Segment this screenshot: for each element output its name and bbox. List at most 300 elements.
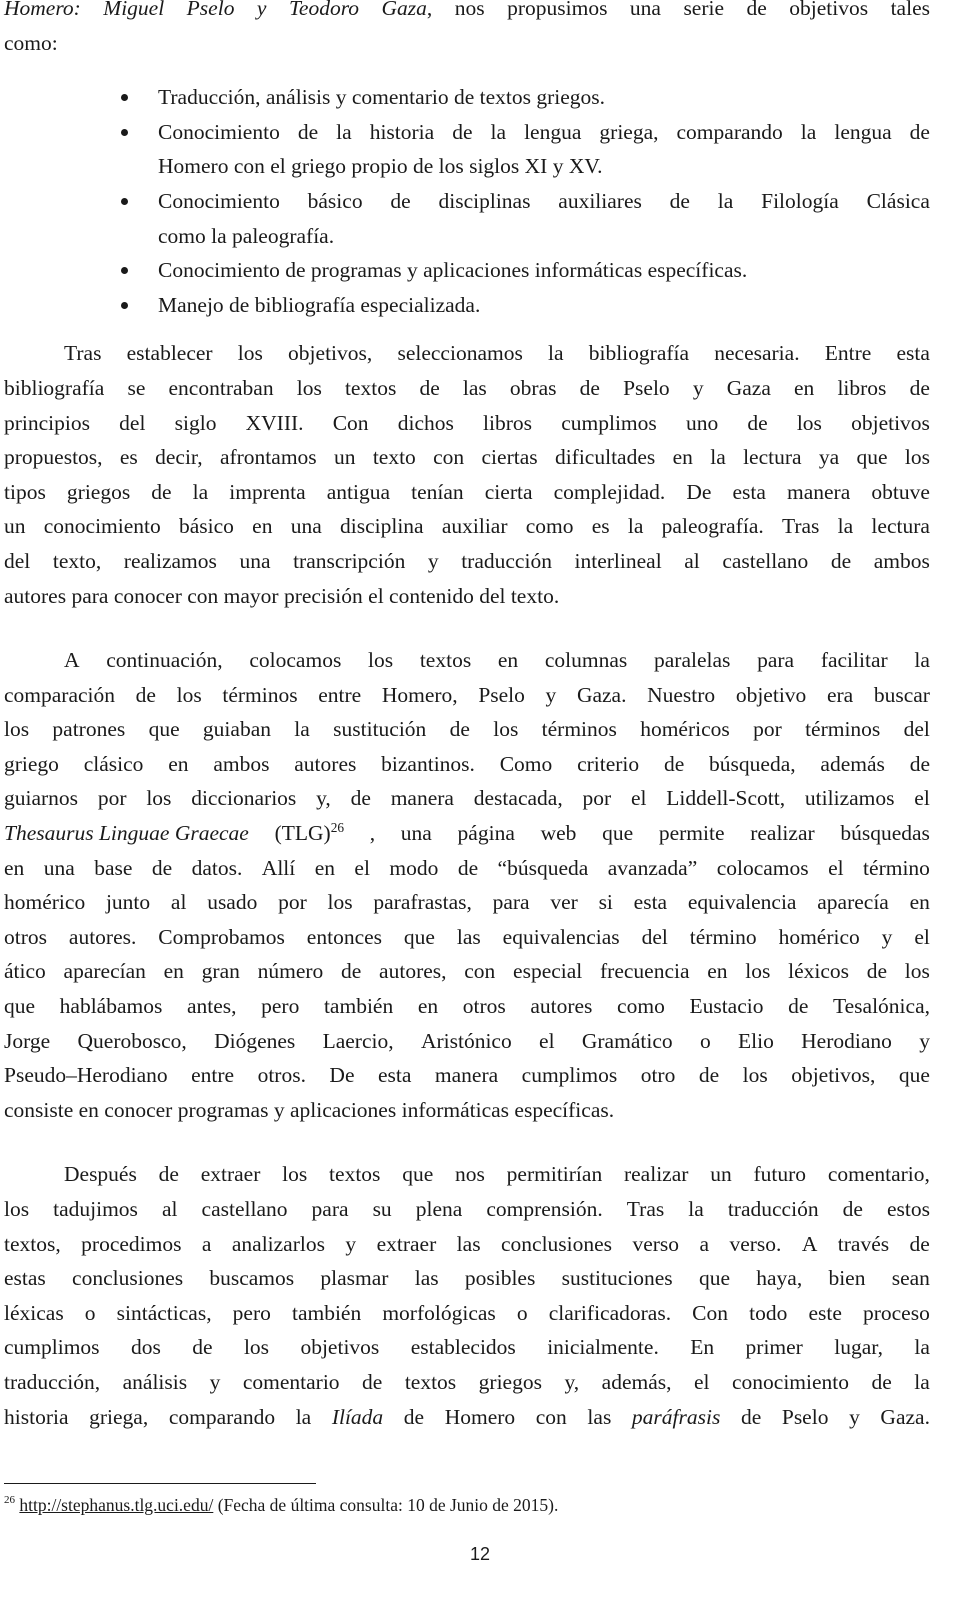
word: conocimiento <box>43 514 161 539</box>
word: patrones <box>52 717 126 742</box>
word: de <box>909 1231 930 1256</box>
word: morfológicas <box>382 1300 496 1325</box>
word: por <box>582 786 612 811</box>
word: todo <box>749 1300 788 1325</box>
word: esta <box>377 1063 412 1088</box>
word: objetivos, <box>288 341 373 366</box>
word: de <box>350 786 371 811</box>
word: y <box>427 548 439 573</box>
word: y, <box>564 1369 580 1394</box>
paragraph-bibliography <box>4 336 930 613</box>
word: manera <box>787 479 851 504</box>
word: A <box>64 648 80 673</box>
word: realizamos <box>123 548 217 573</box>
word: castellano <box>722 548 809 573</box>
word: permitirían <box>506 1162 603 1187</box>
word: de <box>135 682 156 707</box>
word: los <box>904 959 930 984</box>
word: que <box>856 445 888 470</box>
word: se <box>127 375 146 400</box>
word: homéricos <box>640 717 730 742</box>
document-page <box>4 0 930 1434</box>
text-line <box>4 851 930 886</box>
word: disciplinas <box>438 188 531 213</box>
word: comparando <box>168 1404 276 1429</box>
word: textos <box>404 1369 457 1394</box>
word: los <box>4 1197 30 1221</box>
word: la <box>627 514 644 539</box>
word: de <box>746 0 767 20</box>
word: De <box>686 479 712 504</box>
word: también <box>323 994 394 1019</box>
word: la <box>914 1369 930 1394</box>
word: plena <box>415 1197 463 1221</box>
list-item <box>4 253 930 288</box>
word: guiaban <box>202 717 271 742</box>
word: si <box>598 890 613 915</box>
word: los <box>745 959 771 984</box>
word: interlineal <box>574 548 662 573</box>
word: el <box>914 786 930 811</box>
word: encontraban <box>168 375 274 400</box>
word: columnas <box>544 648 628 673</box>
word: usado <box>207 890 258 915</box>
word: el <box>693 1369 710 1394</box>
word: Miguel <box>103 0 165 20</box>
opening-line-2-text: como: <box>4 30 58 55</box>
word: auxiliar <box>441 514 508 539</box>
word: De <box>329 1063 355 1088</box>
word: entonces <box>306 924 383 949</box>
word: Como <box>499 751 553 776</box>
word: la <box>914 648 930 673</box>
word: de <box>909 119 930 144</box>
word: autores. <box>68 924 137 949</box>
text-line <box>4 885 930 920</box>
paraphrase-term: paráfrasis <box>631 1404 721 1429</box>
word: y <box>345 1231 357 1256</box>
word: y <box>849 1404 860 1429</box>
word: de <box>663 751 685 776</box>
word: para <box>311 1197 349 1221</box>
word: de <box>909 375 930 400</box>
text-line <box>4 440 930 475</box>
text-line <box>4 509 930 544</box>
word: términos <box>222 682 298 707</box>
footnote-link[interactable]: http://stephanus.tlg.uci.edu/ <box>19 1495 214 1515</box>
word: objetivo <box>735 682 807 707</box>
word: lengua <box>834 119 892 144</box>
text-line <box>4 1024 930 1059</box>
word: Allí <box>261 855 296 880</box>
word: búsqueda, <box>709 751 796 776</box>
word: , <box>369 821 376 846</box>
word: una <box>629 0 661 20</box>
list-item-text: como la paleografía. <box>158 223 335 248</box>
word: objetivos <box>300 1335 380 1360</box>
word: Liddell-Scott, <box>666 786 786 811</box>
word: este <box>808 1300 842 1325</box>
word: equivalencias <box>502 924 620 949</box>
word: ver <box>550 890 578 915</box>
word: los <box>327 890 353 915</box>
word: antes, <box>186 994 237 1019</box>
word: esta <box>896 341 930 366</box>
text-line-content: consiste en conocer programas y aplicaciones informáticas específicas. <box>4 1097 615 1122</box>
word: los <box>368 648 394 673</box>
word: en <box>672 445 693 470</box>
text-line <box>4 1296 930 1331</box>
word: comentario, <box>827 1162 930 1187</box>
word: que <box>698 1266 730 1291</box>
word: de <box>390 188 411 213</box>
word: facilitar <box>820 648 888 673</box>
word: Diógenes <box>214 1028 296 1053</box>
word: sean <box>891 1266 930 1291</box>
word: de <box>740 1404 762 1429</box>
word: términos <box>805 717 881 742</box>
word: la <box>548 341 564 366</box>
word: diccionarios <box>191 786 297 811</box>
word: de <box>830 548 852 573</box>
word: las <box>462 375 487 400</box>
word: texto <box>372 445 416 470</box>
word: básico <box>179 514 234 539</box>
word: esta <box>633 890 668 915</box>
word: seleccionamos <box>397 341 523 366</box>
word: del <box>903 717 930 742</box>
text-line <box>4 1192 930 1227</box>
word: términos <box>541 717 617 742</box>
word: griega, <box>599 119 659 144</box>
word: de <box>909 751 930 776</box>
word: para <box>757 648 795 673</box>
word: conclusiones <box>500 1231 613 1256</box>
word: textos <box>344 375 397 400</box>
word: en <box>252 514 273 539</box>
word: Entre <box>824 341 872 366</box>
word: que <box>402 1162 434 1187</box>
word: complejidad. <box>553 479 666 504</box>
word: “búsqueda <box>497 855 589 880</box>
word: que <box>4 994 36 1019</box>
word: su <box>372 1197 392 1221</box>
word: las <box>414 1266 439 1291</box>
word: objetivos, <box>791 1063 876 1088</box>
word: utilizamos <box>804 786 895 811</box>
word: es <box>591 514 610 539</box>
word: las <box>587 1404 612 1429</box>
word: continuación, <box>106 648 223 673</box>
word: básico <box>307 188 363 213</box>
word: sustitución <box>333 717 427 742</box>
word: con <box>433 445 465 470</box>
word: la <box>837 514 854 539</box>
tlg-title: Thesaurus Linguae Graecae <box>4 821 249 846</box>
word: extraer <box>200 1162 261 1187</box>
word: autores, <box>379 959 447 984</box>
word: al <box>684 548 700 573</box>
word: siglo <box>174 410 217 435</box>
word: lectura <box>743 445 802 470</box>
text-line <box>4 1365 930 1400</box>
word: textos <box>419 648 472 673</box>
word: Tesalónica, <box>833 994 930 1019</box>
word: primer <box>745 1335 803 1360</box>
word: dificultades <box>554 445 656 470</box>
tlg-abbr-text: (TLG) <box>274 821 331 846</box>
text-line <box>4 747 930 782</box>
word: avanzada” <box>607 855 698 880</box>
word: de <box>457 855 479 880</box>
word: la <box>717 188 734 213</box>
word: paralelas <box>654 648 731 673</box>
word: colocamos <box>716 855 809 880</box>
word: En <box>690 1335 715 1360</box>
bullet-icon <box>121 94 128 101</box>
word: un <box>710 1162 732 1187</box>
word: modo <box>389 855 439 880</box>
word: bibliografía <box>588 341 690 366</box>
list-item-text: Homero con el griego propio de los siglos XI y XV. <box>158 154 603 179</box>
word: Pselo <box>478 682 525 707</box>
word: textos <box>329 1162 381 1187</box>
word: Teodoro <box>288 0 360 20</box>
word: que <box>403 924 435 949</box>
word: comentario <box>242 1369 340 1394</box>
word: las <box>456 1231 481 1256</box>
word: estos <box>886 1197 930 1221</box>
word: léxicas <box>4 1300 64 1325</box>
footnote-reference: 26 <box>330 819 345 835</box>
word: en <box>417 994 439 1019</box>
word: o <box>699 1028 711 1053</box>
word: Gaza. <box>576 682 627 707</box>
word: y <box>881 924 893 949</box>
word: en <box>794 375 815 400</box>
word: una <box>43 855 75 880</box>
word: los <box>796 410 822 435</box>
word: permite <box>658 821 725 846</box>
word: Conocimiento <box>158 119 280 144</box>
word: los <box>176 682 202 707</box>
word: buscar <box>873 682 930 707</box>
word: verso <box>632 1231 680 1256</box>
text-line <box>4 920 930 955</box>
word: por <box>278 890 307 915</box>
word: Tras <box>781 514 820 539</box>
word: manera <box>434 1063 499 1088</box>
word: de <box>449 717 470 742</box>
word: realizar <box>623 1162 689 1187</box>
word: serie <box>683 0 725 20</box>
tlg-abbreviation <box>275 816 344 851</box>
word: libros <box>483 410 533 435</box>
word: conclusiones <box>72 1266 184 1291</box>
word: castellano <box>201 1197 288 1221</box>
word: esta <box>732 479 766 504</box>
list-item-continuation <box>4 219 930 254</box>
word: disciplina <box>339 514 424 539</box>
word: Herodiano <box>801 1028 892 1053</box>
word: bizantinos. <box>381 751 475 776</box>
list-item <box>4 80 930 115</box>
objectives-list <box>4 80 930 322</box>
word: ambos <box>213 751 270 776</box>
word: de <box>151 479 172 504</box>
word: en <box>4 855 25 880</box>
word: de <box>698 1063 720 1088</box>
word: entre <box>191 1063 235 1088</box>
text-line <box>4 643 930 678</box>
word: una <box>400 821 432 846</box>
word: aparecían <box>63 959 146 984</box>
word: y <box>256 0 267 20</box>
word: un <box>4 514 26 539</box>
word: junto <box>105 890 151 915</box>
word: analizarlos <box>231 1231 325 1256</box>
word: nos <box>454 0 485 20</box>
word: autores <box>294 751 357 776</box>
word: además <box>820 751 885 776</box>
word: Clásica <box>866 188 930 213</box>
word: nos <box>455 1162 485 1187</box>
list-item <box>4 115 930 150</box>
word: conocimiento <box>732 1369 850 1394</box>
word: los <box>493 717 519 742</box>
word: griegos <box>478 1369 542 1394</box>
word: como <box>617 994 665 1019</box>
word: por <box>753 717 782 742</box>
text-line <box>4 954 930 989</box>
list-item-text: Manejo de bibliografía especializada. <box>158 292 481 317</box>
word: tipos <box>4 479 46 504</box>
word: cumplimos <box>561 410 657 435</box>
word: Filología <box>761 188 839 213</box>
word: Gaza <box>726 375 771 400</box>
text-line <box>4 1058 930 1093</box>
word: léxicos <box>788 959 850 984</box>
word: Conocimiento <box>158 188 280 213</box>
text-line <box>4 371 930 406</box>
word: obtuve <box>871 479 930 504</box>
word: del <box>641 924 668 949</box>
word: y, <box>316 786 331 811</box>
word: en <box>707 959 728 984</box>
word: en <box>168 751 189 776</box>
word: las <box>456 924 481 949</box>
word: clarificadoras. <box>548 1300 672 1325</box>
word: para <box>492 890 530 915</box>
word: el <box>914 924 930 949</box>
word: Aristónico <box>420 1028 512 1053</box>
bullet-icon <box>121 129 128 136</box>
word: la <box>336 119 352 144</box>
word: base <box>94 855 133 880</box>
word: o <box>84 1300 96 1325</box>
word: Con <box>332 410 369 435</box>
text-line <box>4 406 930 441</box>
word: la <box>295 1404 312 1429</box>
word: Tras <box>64 341 102 366</box>
text-line <box>4 1157 930 1192</box>
word: término <box>863 855 930 880</box>
text-line <box>4 475 930 510</box>
word: con <box>535 1404 567 1429</box>
word: pero <box>261 994 300 1019</box>
word: comprensión. <box>486 1197 603 1221</box>
word: al <box>170 890 187 915</box>
word: Con <box>692 1300 729 1325</box>
word: lectura <box>871 514 930 539</box>
word: Elio <box>738 1028 774 1053</box>
footnote-divider <box>4 1483 316 1484</box>
word: traducción <box>461 548 552 573</box>
word: entre <box>318 682 362 707</box>
word: Después <box>64 1162 137 1187</box>
word: en <box>163 959 184 984</box>
word: otro <box>640 1063 676 1088</box>
word: homérico <box>4 890 86 915</box>
word: ya <box>818 445 840 470</box>
word: plasmar <box>320 1266 389 1291</box>
word: la <box>688 1197 704 1221</box>
word: además, <box>601 1369 672 1394</box>
word: los <box>296 375 322 400</box>
word: buscamos <box>209 1266 295 1291</box>
text-line <box>4 712 930 747</box>
list-item-text: Traducción, análisis y comentario de textos griegos. <box>158 85 606 110</box>
word: objetivos <box>789 0 869 20</box>
word: griegos <box>66 479 131 504</box>
word: de <box>192 1335 213 1360</box>
word: objetivos <box>851 410 930 435</box>
word: transcripción <box>293 548 406 573</box>
word: Eustacio <box>689 994 764 1019</box>
text-line <box>4 336 930 371</box>
word: ambos <box>873 548 930 573</box>
word: los <box>282 1162 308 1187</box>
word: obras <box>509 375 557 400</box>
word: criterio <box>577 751 640 776</box>
word: gran <box>201 959 240 984</box>
word: de <box>842 1197 863 1221</box>
word: los <box>146 786 172 811</box>
word: búsquedas <box>840 821 930 846</box>
text-line-tlg <box>4 816 930 851</box>
bullet-icon <box>121 198 128 205</box>
word: término <box>689 924 757 949</box>
word: una <box>239 548 271 573</box>
opening-line <box>4 0 930 26</box>
text-line <box>4 989 930 1024</box>
word: haya, <box>756 1266 803 1291</box>
word: frecuencia <box>600 959 690 984</box>
word: propuestos, <box>4 445 103 470</box>
word: los <box>742 1063 768 1088</box>
text-line <box>4 579 930 614</box>
word: en <box>314 855 335 880</box>
word: otros <box>4 924 47 949</box>
word: historia <box>369 119 435 144</box>
text-line <box>4 1261 930 1296</box>
word: el <box>828 855 844 880</box>
word: bien <box>828 1266 866 1291</box>
word: los <box>904 445 930 470</box>
word: de <box>419 375 440 400</box>
word: equivalencia <box>687 890 797 915</box>
word: Homero, <box>381 682 458 707</box>
